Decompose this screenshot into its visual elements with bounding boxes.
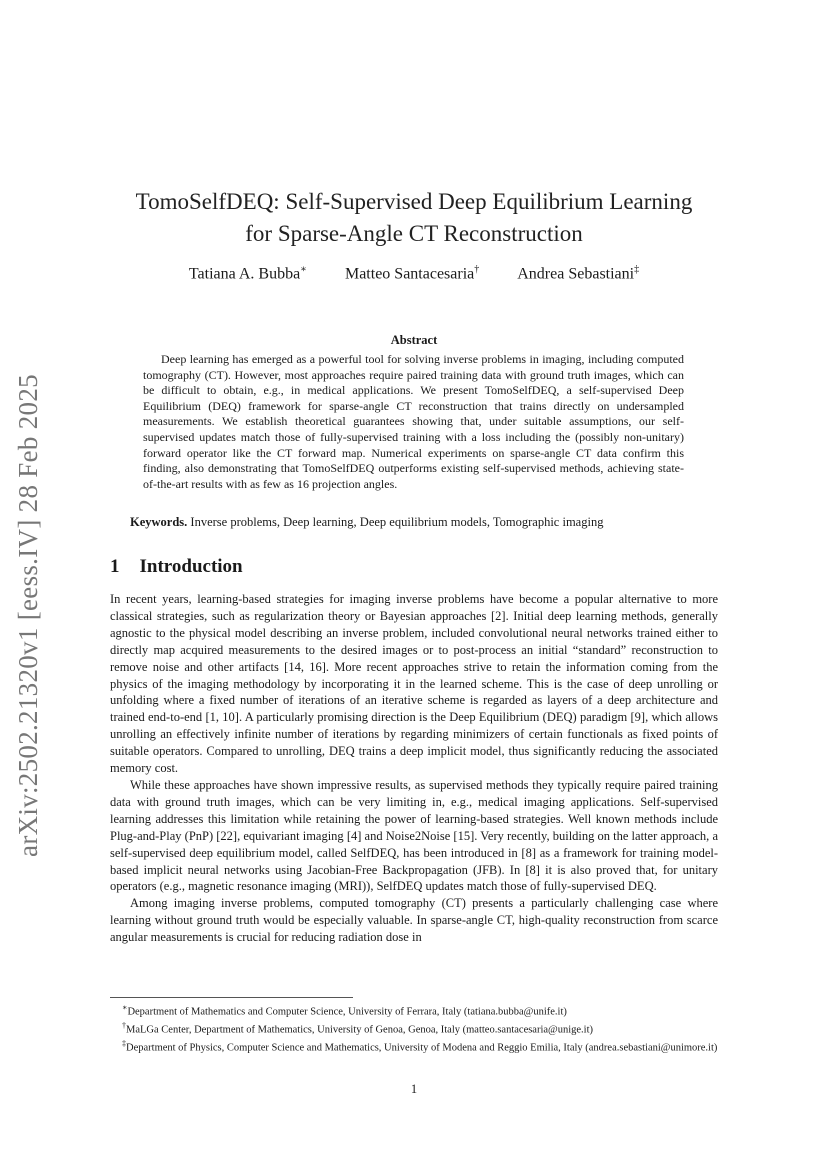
paragraph: In recent years, learning-based strategies for imaging inverse problems have become a popular alternative to more classical strategies, such as regularization theory or Bayesian approaches [2]. Initial deep learning methods, generally agnostic to the physical model describing an inverse problem, included convolutional neural networks trained either to directly map acquired measurements to the desired images or to post-process an initial “standard” reconstruction to remove noise and other artifacts [14, 16]. More recent approaches strive to retain the information coming from the physics of the imaging methodology by incorporating it in the learned scheme. This is the case of deep unrolling or unfolding where a fixed number of iterations of an iterative scheme is regarded as layers of a deep architecture and trained end-to-end [1, 10]. A particularly promising direction is the Deep Equilibrium (DEQ) paradigm [9], which allows unrolling an effectively infinite number of iterations by regarding minimizers of certain functionals as fixed points of suitable operators. Compared to unrolling, DEQ trains a deep implicit model, thus significantly reducing the associated memory cost.: [110, 592, 718, 776]
footnote: ‡Department of Physics, Computer Science and Mathematics, University of Modena and Reggio Emilia, Italy (andrea.sebastiani@unimore.it): [122, 1039, 718, 1054]
arxiv-side-stamp: [8, 360, 48, 870]
author: Tatiana A. Bubba∗: [188, 264, 307, 283]
abstract-heading: Abstract: [390, 333, 438, 347]
keywords-text: Inverse problems, Deep learning, Deep equilibrium models, Tomographic imaging: [190, 515, 604, 529]
footnotes: [110, 1001, 718, 1055]
footnote-rule: [110, 997, 353, 998]
arxiv-id-text: arXiv:2502.21320v1 [eess.IV] 28 Feb 2025: [12, 373, 43, 857]
keywords-label: Keywords.: [130, 515, 188, 529]
paragraph: While these approaches have shown impressive results, as supervised methods they typically require paired training data with ground truth images, which can be very limiting in, e.g., medical imaging applications. Self-supervised learning addresses this limitation while retaining the power of learning-based strategies. Well known methods include Plug-and-Play (PnP) [22], equivariant imaging [4] and Noise2Noise [15]. Very recently, building on the latter approach, a self-supervised deep equilibrium model, called SelfDEQ, has been introduced in [8] as a framework for training model-based implicit neural networks using Jacobian-Free Backpropagation (JFB). In [8] it is also proved that, for unitary operators (e.g., magnetic resonance imaging (MRI)), SelfDEQ updates match those of fully-supervised DEQ.: [110, 777, 718, 894]
body-text: [110, 591, 718, 946]
footnote: †MaLGa Center, Department of Mathematics, University of Genoa, Genoa, Italy (matteo.santacesaria@unige.it): [122, 1021, 593, 1036]
author-list: [110, 264, 718, 283]
section-title: Introduction: [139, 556, 243, 577]
footnote: ∗Department of Mathematics and Computer Science, University of Ferrara, Italy (tatiana.bubba@unife.it): [122, 1003, 567, 1018]
keywords: [130, 515, 720, 530]
author: Andrea Sebastiani‡: [517, 264, 640, 283]
abstract-text: Deep learning has emerged as a powerful tool for solving inverse problems in imaging, including computed tomography (CT). However, most approaches require paired training data with ground truth images, which can be difficult to obtain, e.g., in medical applications. We present TomoSelfDEQ, a self-supervised Deep Equilibrium (DEQ) framework for sparse-angle CT reconstruction that trains directly on undersampled measurements. We establish theoretical guarantees showing that, under suitable assumptions, our self-supervised updates match those of fully-supervised training with a loss including the (possibly non-unitary) forward operator like the CT forward map. Numerical experiments on sparse-angle CT data confirm this finding, also demonstrating that TomoSelfDEQ outperforms existing self-supervised methods, achieving state-of-the-art results with as few as 16 projection angles.: [143, 352, 684, 491]
paragraph: Among imaging inverse problems, computed tomography (CT) presents a particularly challenging case where learning without ground truth would be especially valuable. In sparse-angle CT, high-quality reconstruction from scarce angular measurements is crucial for reducing radiation dose in: [110, 896, 718, 945]
section-heading: [110, 556, 243, 578]
page-number: 1: [410, 1082, 418, 1096]
paper-title: [110, 186, 718, 250]
author: Matteo Santacesaria†: [344, 264, 480, 283]
title-line-2: for Sparse-Angle CT Reconstruction: [245, 221, 583, 246]
section-number: 1: [110, 556, 120, 577]
title-line-1: TomoSelfDEQ: Self-Supervised Deep Equilibrium Learning: [135, 189, 693, 214]
